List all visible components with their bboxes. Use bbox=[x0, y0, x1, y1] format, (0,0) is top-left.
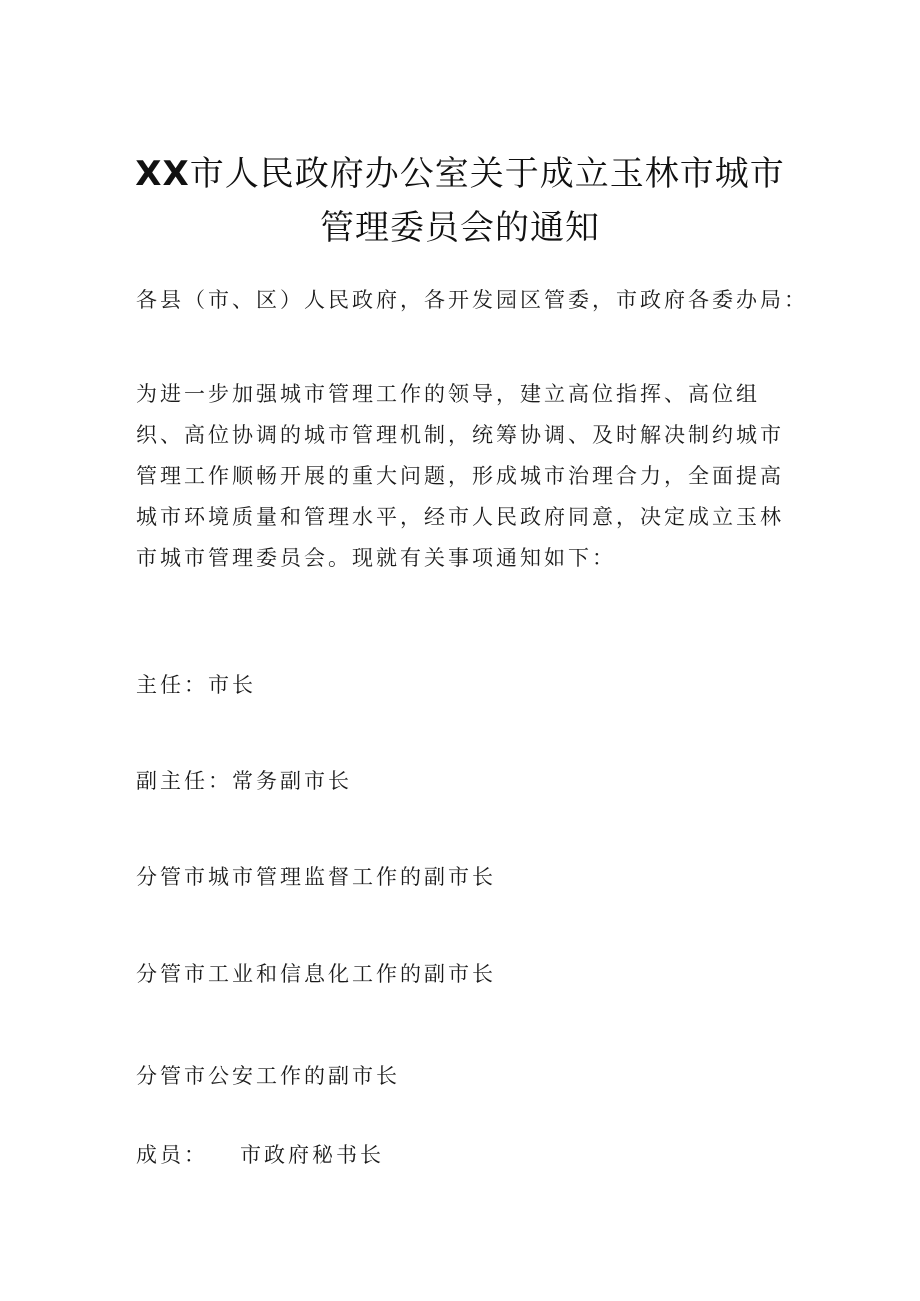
deputy-director-line: 副主任：常务副市长 bbox=[136, 769, 352, 793]
document-title-line-2: 管理委员会的通知 bbox=[320, 208, 600, 248]
document-title-line-1 bbox=[100, 146, 820, 195]
deputy-mayor-line-1: 分管市城市管理监督工作的副市长 bbox=[136, 865, 496, 889]
title-prefix: XX bbox=[135, 154, 190, 194]
salutation: 各县（市、区）人民政府，各开发园区管委，市政府各委办局： bbox=[136, 288, 808, 312]
title-line-1-text: 市人民政府办公室关于成立玉林市城市 bbox=[189, 154, 785, 194]
member-name: 市政府秘书长 bbox=[240, 1143, 384, 1167]
deputy-mayor-line-2: 分管市工业和信息化工作的副市长 bbox=[136, 962, 496, 986]
members-line bbox=[136, 1139, 384, 1169]
body-paragraph: 为进一步加强城市管理工作的领导，建立高位指挥、高位组织、高位协调的城市管理机制，统筹协调、及时解决制约城市管理工作顺畅开展的重大问题，形成城市治理合力，全面提高城市环境质量和管理水平，经市人民政府同意，决定成立玉林市城市管理委员会。现就有关事项通知如下： bbox=[136, 382, 784, 570]
members-label: 成员： bbox=[136, 1143, 208, 1167]
deputy-mayor-line-3: 分管市公安工作的副市长 bbox=[136, 1064, 400, 1088]
director-line: 主任：市长 bbox=[136, 673, 256, 697]
